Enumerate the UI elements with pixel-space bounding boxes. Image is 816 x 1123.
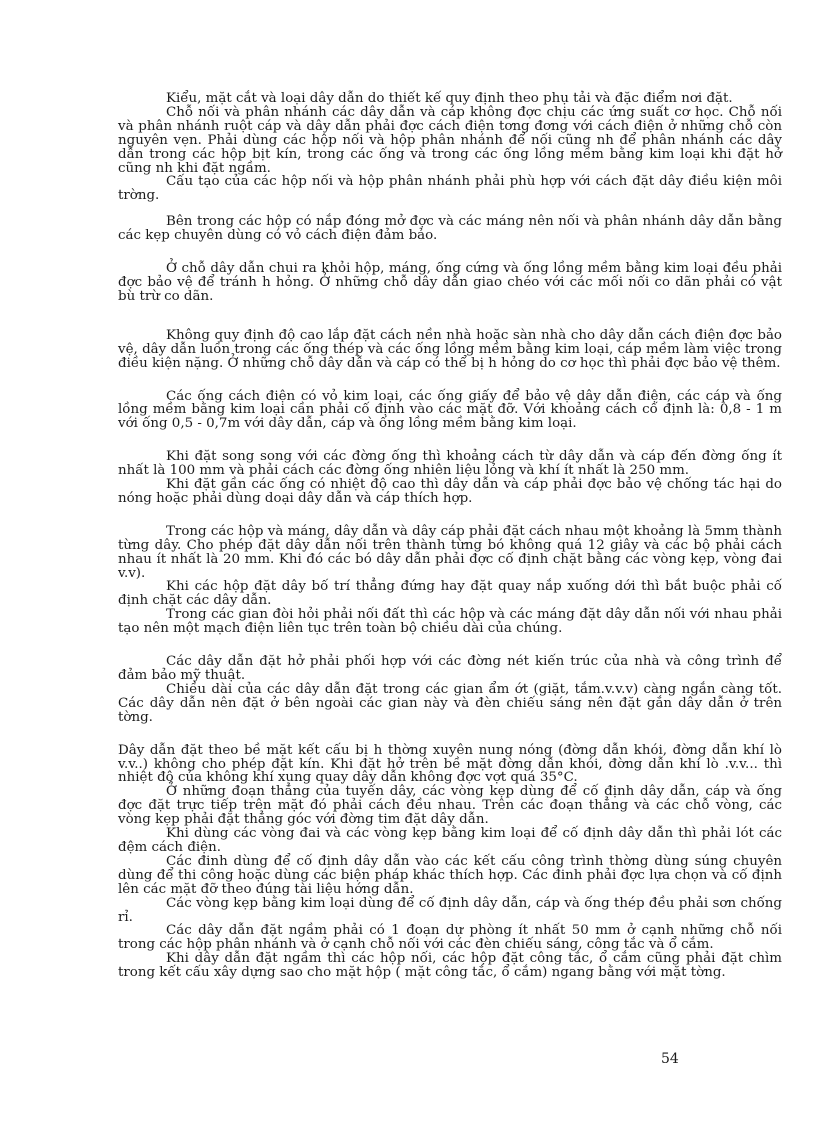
paragraph-1: Kiểu, mặt cắt và loại dây dẫn do thiết kế quy định theo phụ tải và đặc điểm nơi đặt. bbox=[166, 91, 733, 106]
paragraph-19: Các vòng kẹp bằng kim loại dùng để cố định dây dẫn, cáp và ống thép đều phải sơn chống rỉ. bbox=[118, 895, 782, 925]
paragraph-5: Ở chỗ dây dẫn chui ra khỏi hộp, máng, ống cứng và ống lồng mềm bằng kim loại đều phải đợc bảo vệ để tránh h hỏng. Ở những chỗ dây dẫn giao chéo với các mối nối co dãn phải có vật bù trừ co dãn. bbox=[118, 261, 782, 304]
paragraph-16: Ở những đoạn thẳng của tuyến dây, các vòng kẹp dùng để cố định dây dẫn, cáp và ống đợc đặt trực tiếp trên mặt đó phải cách đều nhau. Trên các đoạn thẳng và các chỗ vòng, các vòng kẹp phải đặt thẳng góc với đờng tim đặt dây dẫn. bbox=[118, 784, 782, 828]
paragraph-20: Các dây dẫn đặt ngầm phải có 1 đoạn dự phòng ít nhất 50 mm ở cạnh những chỗ nối trong các hộp phân nhánh và ở cạnh chỗ nối với các đèn chiếu sáng, công tắc và ổ cắm. bbox=[118, 923, 782, 953]
paragraph-9: Khi đặt gần các ống có nhiệt độ cao thì dây dẫn và cáp phải đợc bảo vệ chống tác hại do nóng hoặc phải dùng doại dây dẫn và cáp thích hợp. bbox=[118, 477, 782, 506]
paragraph-11: Khi các hộp đặt dây bố trí thẳng đứng hay đặt quay nắp xuống dới thì bắt buộc phải cố định chặt các dây dẫn. bbox=[118, 579, 782, 609]
paragraph-8: Khi đặt song song với các đờng ống thì khoảng cách từ dây dẫn và cáp đến đờng ống ít nhất là 100 mm và phải cách các đờng ống nhiên liệu lỏng và khí ít nhất là 250 mm. bbox=[118, 449, 782, 479]
paragraph-13: Các dây dẫn đặt hở phải phối hợp với các đờng nét kiến trúc của nhà và công trình để đảm bảo mỹ thuật. bbox=[118, 654, 782, 683]
paragraph-12: Trong các gian đòi hỏi phải nối đất thì các hộp và các máng đặt dây dẫn nối với nhau phải tạo nên một mạch điện liên tục trên toàn bộ chiều dài của chúng. bbox=[118, 607, 782, 637]
paragraph-21: Khi dây dẫn đặt ngầm thì các hộp nối, các hộp đặt công tắc, ổ cắm cũng phải đặt chìm trong kết cấu xây dựng sao cho mặt hộp ( mặt công tắc, ổ cắm) ngang bằng với mặt tờng. bbox=[118, 951, 782, 981]
paragraph-15: Dây dẫn đặt theo bề mặt kết cấu bị h thờng xuyên nung nóng (đờng dẫn khói, đờng dẫn khí lò v.v..) không cho phép đặt kín. Khi đặt hở trên bề mặt đờng dẫn khói, đờng dẫn khí lò .v.v... thì nhiệt độ của không khí xung quay dây dẫn không đợc vợt quá 35°C. bbox=[118, 742, 782, 786]
paragraph-17: Khi dùng các vòng đai và các vòng kẹp bằng kim loại để cố định dây dẫn thì phải lót các đệm cách điện. bbox=[118, 826, 782, 855]
paragraph-4: Bên trong các hộp có nắp đóng mở đợc và các máng nên nối và phân nhánh dây dẫn bằng các kẹp chuyên dùng có vỏ cách điện đảm bảo. bbox=[118, 214, 782, 244]
paragraph-7: Các ống cách điện có vỏ kim loại, các ống giấy để bảo vệ dây dẫn điện, các cáp và ống lồng mềm bằng kim loại cần phải cố định vào các mặt đỡ. Với khoảng cách cố định là: 0,8 - 1 m với ống 0,5 - 0,7m với dây dẫn, cáp và ống lồng mềm bằng kim loại. bbox=[118, 388, 782, 432]
document-body bbox=[118, 92, 782, 980]
paragraph-10: Trong các hộp và máng, dây dẫn và dây cáp phải đặt cách nhau một khoảng là 5mm thành từng dây. Cho phép đặt dây dẫn nối trên thành từng bó không quá 12 giây và các bộ phải cách nhau ít nhất là 20 mm. Khi đó các bó dây dẫn phải đợc cố định chặt bằng các vòng kẹp, vòng đai v.v). bbox=[118, 523, 782, 581]
paragraph-6: Không quy định độ cao lắp đặt cách nền nhà hoặc sàn nhà cho dây dẫn cách điện đợc bảo vệ, dây dẫn luồn trong các ống thép và các ống lồng mềm bằng kim loại, cáp mềm làm việc trong điều kiện nặng. Ở những chỗ dây dẫn và cáp có thể bị h hỏng do cơ học thì phải đợc bảo vệ thêm. bbox=[118, 327, 782, 371]
paragraph-2: Chỗ nối và phân nhánh các dây dẫn và cáp không đợc chịu các ứng suất cơ học. Chỗ nối và phân nhánh ruột cáp và dây dẫn phải đợc cách điện tơng đơng với cách điện ở những chỗ còn nguyên vẹn. Phải dùng các hộp nối và hộp phân nhánh để nối cũng nh để phân nhánh các dây dẫn trong các hộp bịt kín, trong các ống và trong các ống lồng mềm bằng kim loại khi đặt hở cũng nh khi đặt ngầm. bbox=[118, 104, 782, 176]
paragraph-14: Chiều dài của các dây dẫn đặt trong các gian ẩm ớt (giặt, tắm.v.v.v) càng ngắn càng tốt. Các dây dẫn nên đặt ở bên ngoài các gian này và đèn chiếu sáng nên đặt gắn dây dẫn ở trên tờng. bbox=[118, 681, 782, 725]
page-number: 54 bbox=[661, 1051, 679, 1067]
paragraph-3: Cấu tạo của các hộp nối và hộp phân nhánh phải phù hợp với cách đặt dây điều kiện môi trờng. bbox=[118, 174, 782, 204]
paragraph-18: Các đinh dùng để cố định dây dẫn vào các kết cấu công trình thờng dùng súng chuyên dùng để thi công hoặc dùng các biện pháp khác thích hợp. Các đinh phải đợc lựa chọn và cố định lên các mặt đỡ theo đúng tài liệu hớng dẫn. bbox=[118, 853, 782, 897]
